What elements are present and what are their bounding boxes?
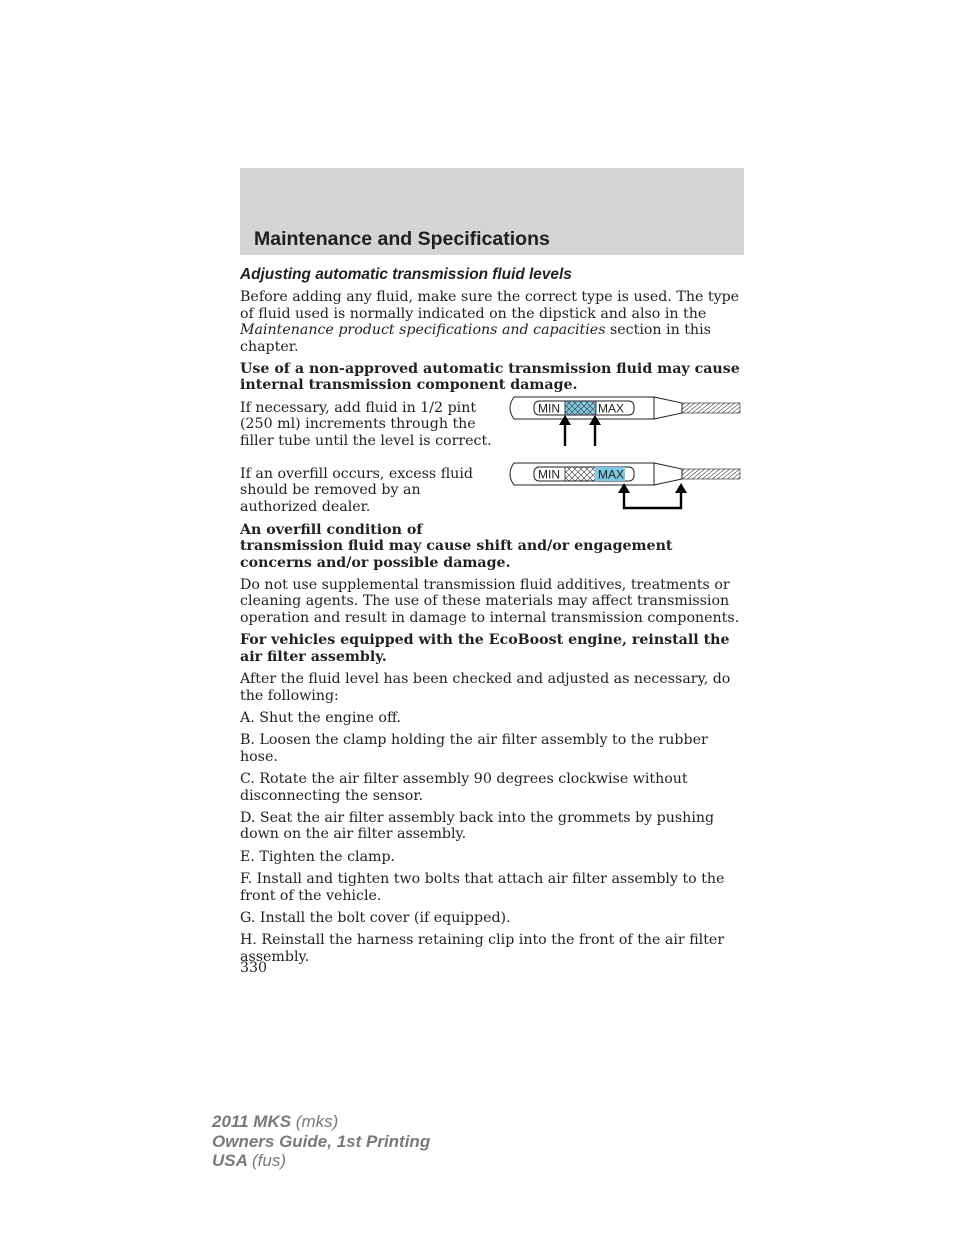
figure-overfill (240, 466, 744, 522)
page-number: 330 (240, 960, 268, 976)
figure-add-fluid (240, 400, 744, 466)
step-a: A. Shut the engine off. (240, 709, 402, 726)
step-e: E. Tighten the clamp. (240, 848, 396, 865)
intro-text-end: section in this chapter. (240, 322, 711, 355)
step-h: H. Reinstall the harness retaining clip into the front of the air filter assembly. (240, 932, 725, 965)
step-c: C. Rotate the air filter assembly 90 degrees clockwise without disconnecting the sensor. (240, 771, 688, 804)
additives-paragraph: Do not use supplemental transmission fluid additives, treatments or cleaning agents. The use of these materials may affect transmission operation and result in damage to internal transmission components. (240, 577, 740, 626)
add-fluid-text: If necessary, add fluid in 1/2 pint (250 ml) increments through the filler tube until the level is correct. (240, 399, 492, 449)
page-content (240, 267, 744, 971)
overfill-text: If an overfill occurs, excess fluid should be removed by an authorized dealer. (240, 465, 473, 515)
document-footer (212, 1112, 430, 1171)
footer-market-code: (fus) (252, 1151, 286, 1170)
min-label: MIN (538, 401, 560, 416)
dipstick-add-fluid-illustration (506, 394, 746, 452)
warning-overfill-line1: An overfill condition of (240, 521, 423, 538)
min-label-2: MIN (538, 467, 560, 482)
step-g: G. Install the bolt cover (if equipped). (240, 909, 511, 926)
warning-fluid-type: Use of a non-approved automatic transmission fluid may cause internal transmission component damage. (240, 361, 740, 394)
intro-text: Before adding any fluid, make sure the correct type is used. The type of fluid used is normally indicated on the dipstick and also in the (240, 289, 740, 322)
warning-overfill-rest: transmission fluid may cause shift and/or engagement concerns and/or possible damage. (240, 538, 673, 571)
intro-paragraph (240, 289, 744, 355)
step-d: D. Seat the air filter assembly back into the grommets by pushing down on the air filter assembly. (240, 809, 715, 843)
footer-model: 2011 MKS (212, 1112, 292, 1131)
footer-market: USA (212, 1151, 248, 1170)
warning-overfill (240, 522, 744, 571)
intro-reference: Maintenance product specifications and capacities (240, 322, 606, 339)
footer-printing: Owners Guide, 1st Printing (212, 1131, 431, 1151)
section-title: Adjusting automatic transmission fluid levels (240, 266, 572, 283)
chapter-title: Maintenance and Specifications (254, 228, 550, 250)
chapter-header (240, 168, 744, 255)
step-b: B. Loosen the clamp holding the air filter assembly to the rubber hose. (240, 732, 708, 765)
after-check-paragraph: After the fluid level has been checked and adjusted as necessary, do the following: (240, 671, 731, 704)
return-arrow (624, 490, 681, 508)
max-label: MAX (598, 401, 625, 416)
dipstick-overfill-illustration (506, 460, 746, 518)
footer-model-code: (mks) (295, 1112, 339, 1131)
warning-ecoboost: For vehicles equipped with the EcoBoost engine, reinstall the air filter assembly. (240, 632, 730, 665)
max-label-2: MAX (598, 467, 625, 482)
step-f: F. Install and tighten two bolts that attach air filter assembly to the front of the vehicle. (240, 871, 725, 904)
